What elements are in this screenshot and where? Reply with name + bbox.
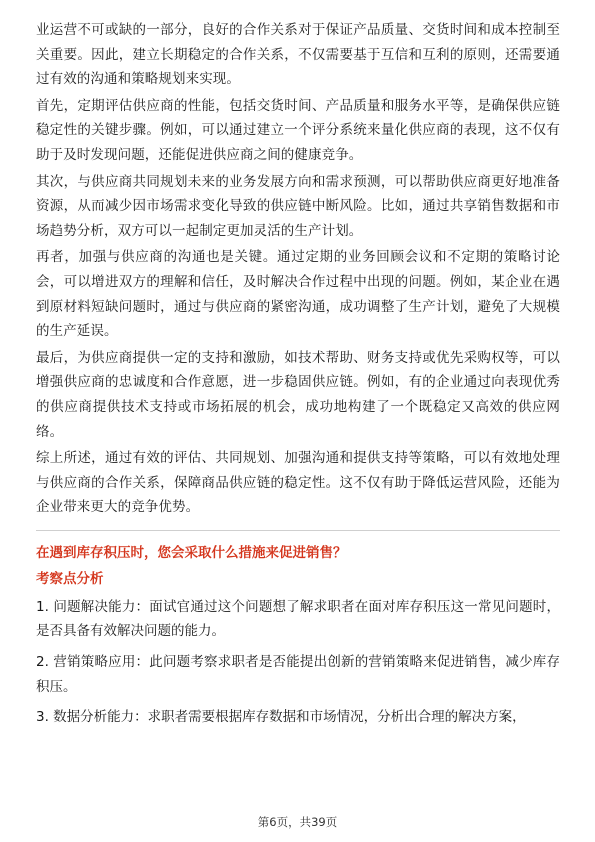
body-paragraph-2: 首先，定期评估供应商的性能，包括交货时间、产品质量和服务水平等，是确保供应链稳定性的关键步骤。例如，可以通过建立一个评分系统来量化供应商的表现，这不仅有助于及时发现问题，还能促进供应商之间的健康竞争。 — [36, 97, 560, 163]
analysis-item-3: 3. 数据分析能力：求职者需要根据库存数据和市场情况，分析出合理的解决方案， — [36, 709, 526, 726]
analysis-item-1: 1. 问题解决能力：面试官通过这个问题想了解求职者在面对库存积压这一常见问题时，是否具备有效解决问题的能力。 — [36, 598, 560, 640]
section-divider — [36, 530, 560, 531]
body-paragraph-3: 其次，与供应商共同规划未来的业务发展方向和需求预测，可以帮助供应商更好地准备资源，从而减少因市场需求变化导致的供应链中断风险。比如，通过共享销售数据和市场趋势分析，双方可以一起制定更加灵活的生产计划。 — [36, 173, 560, 239]
question-title: 在遇到库存积压时，您会采取什么措施来促进销售？ — [36, 544, 347, 561]
body-paragraph-4: 再者，加强与供应商的沟通也是关键。通过定期的业务回顾会议和不定期的策略讨论会，可以增进双方的理解和信任，及时解决合作过程中出现的问题。例如，某企业在遇到原材料短缺问题时，通过与供应商的紧密沟通，成功调整了生产计划，避免了大规模的生产延误。 — [36, 249, 560, 340]
page-content — [36, 18, 560, 736]
body-paragraph-5: 最后，为供应商提供一定的支持和激励，如技术帮助、财务支持或优先采购权等，可以增强供应商的忠诚度和合作意愿，进一步稳固供应链。例如，有的企业通过向表现优秀的供应商提供技术支持或市场拓展的机会，成功地构建了一个既稳定又高效的供应网络。 — [36, 349, 560, 440]
body-paragraph-6: 综上所述，通过有效的评估、共同规划、加强沟通和提供支持等策略，可以有效地处理与供应商的合作关系，保障商品供应链的稳定性。这不仅有助于降低运营风险，还能为企业带来更大的竞争优势。 — [36, 450, 560, 516]
page-number-footer: 第6页，共39页 — [257, 815, 338, 829]
analysis-item-2: 2. 营销策略应用：此问题考察求职者是否能提出创新的营销策略来促进销售，减少库存积压。 — [36, 654, 560, 695]
analysis-heading: 考察点分析 — [36, 570, 104, 587]
body-paragraph-1: 业运营不可或缺的一部分，良好的合作关系对于保证产品质量、交货时间和成本控制至关重要。因此，建立长期稳定的合作关系，不仅需要基于互信和互利的原则，还需要通过有效的沟通和策略规划来实现。 — [36, 22, 560, 88]
